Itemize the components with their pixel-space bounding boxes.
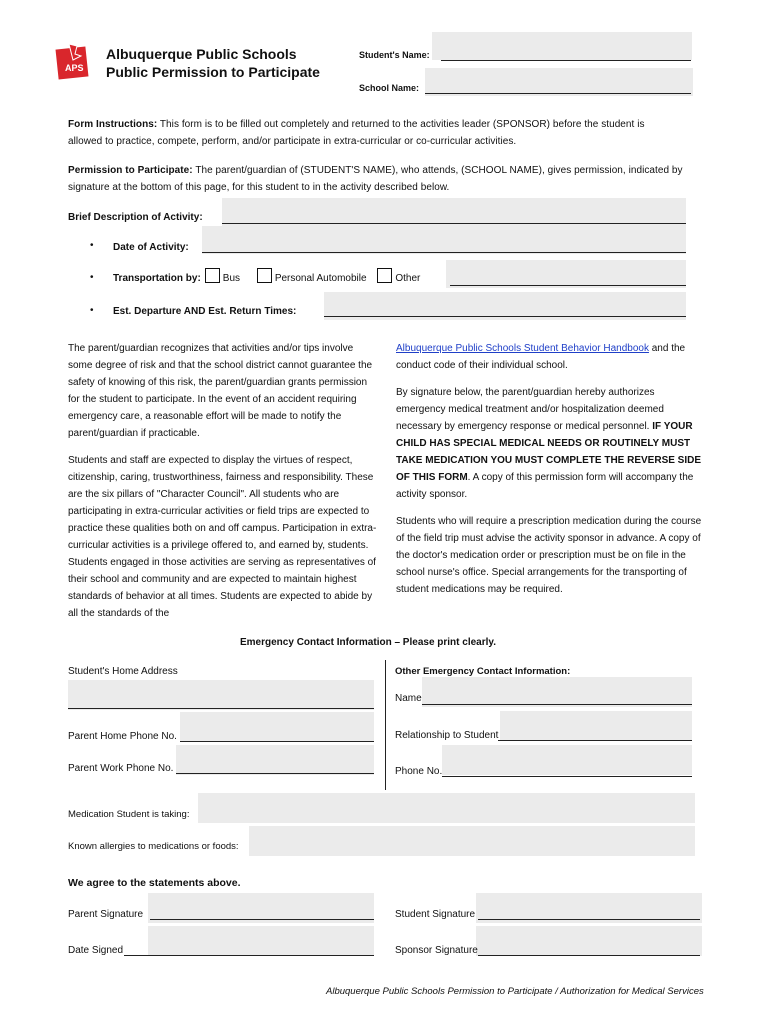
sponsor-signature-line <box>478 955 700 956</box>
student-name-field[interactable] <box>432 32 692 60</box>
transportation-row <box>113 268 420 286</box>
bullet: • <box>90 305 94 316</box>
date-of-activity-label: Date of Activity: <box>113 242 189 253</box>
form-instructions <box>68 116 678 150</box>
date-line <box>202 252 686 253</box>
home-phone-label: Parent Home Phone No. <box>68 731 177 742</box>
handbook-paragraph <box>396 340 706 374</box>
risk-paragraph: The parent/guardian recognizes that activities and/or tips involve some degree of risk and that the school district cannot guarantee the safety of knowing of this risk, the parent/guardian grants permission for the student to participate. In the event of an accident requiring emergency care, a reasonable effort will be made to notify the parent/guardian if practicable. <box>68 343 373 439</box>
authorization-end: . A copy of this permission form will accompany the activity sponsor. <box>396 472 694 500</box>
student-name-line <box>441 60 691 61</box>
contact-name-field[interactable] <box>422 677 692 707</box>
contact-phone-field[interactable] <box>442 745 692 775</box>
handbook-text: and the conduct code of their individual school. <box>396 343 686 371</box>
bullet: • <box>90 272 94 283</box>
allergies-field[interactable] <box>249 826 695 856</box>
bus-label: Bus <box>222 273 241 284</box>
relationship-field[interactable] <box>500 711 692 741</box>
aps-logo <box>55 42 95 80</box>
character-paragraph: Students and staff are expected to display the virtues of respect, citizenship, caring, trustworthiness, fairness and responsibility. These are the six pillars of "Character Council". All students who are participating in extra-curricular activities or field trips are expected to practice these qualities both on and off campus. Participation in extra-curricular activities is a privilege offered to, and earned by, students. Students engaged in those activities are serving as representatives of their school and community and are expected to maintain highest standards of behavior at all times. Students are expected to abide by all the standards of the <box>68 455 377 619</box>
medication-label: Medication Student is taking: <box>68 809 190 820</box>
logo-text: APS <box>65 63 84 73</box>
departure-return-label: Est. Departure AND Est. Return Times: <box>113 306 297 317</box>
relationship-line <box>498 740 692 741</box>
footer-text: Albuquerque Public Schools Permission to Participate / Authorization for Medical Services <box>326 986 704 997</box>
contact-name-line <box>422 704 692 705</box>
student-name-label: Student's Name: <box>359 50 430 60</box>
column-divider <box>385 660 386 790</box>
contact-name-label: Name <box>395 693 422 704</box>
parent-signature-label: Parent Signature <box>68 909 144 920</box>
bus-checkbox[interactable] <box>205 268 220 283</box>
parent-signature-line <box>150 919 374 920</box>
title-line1: Albuquerque Public Schools <box>106 46 297 62</box>
personal-automobile-label: Personal Automobile <box>274 273 367 284</box>
school-name-field[interactable] <box>425 68 693 96</box>
medical-needs-warning: IF YOUR CHILD HAS SPECIAL MEDICAL NEEDS OR ROUTINELY MUST TAKE MEDICATION YOU MUST COMPLETE THE REVERSE SIDE OF THIS FORM <box>396 421 702 483</box>
date-signed-label: Date Signed <box>68 945 124 956</box>
personal-automobile-checkbox[interactable] <box>257 268 272 283</box>
permission-label: Permission to Participate: <box>68 165 193 176</box>
home-address-field[interactable] <box>68 680 374 710</box>
sponsor-signature-field[interactable] <box>476 926 702 956</box>
work-phone-label: Parent Work Phone No. <box>68 763 174 774</box>
school-name-line <box>425 93 691 94</box>
date-signed-field[interactable] <box>148 926 374 956</box>
other-transport-line <box>450 285 686 286</box>
student-signature-line <box>478 919 700 920</box>
handbook-link[interactable]: Albuquerque Public Schools Student Behavior Handbook <box>396 343 649 354</box>
home-address-line <box>68 708 374 709</box>
date-signed-line <box>124 955 374 956</box>
title-line2: Public Permission to Participate <box>106 64 320 80</box>
brief-description-line <box>222 223 686 224</box>
work-phone-line <box>176 773 374 774</box>
permission-paragraph <box>68 162 698 196</box>
other-checkbox[interactable] <box>377 268 392 283</box>
sponsor-signature-label: Sponsor Signature <box>395 945 478 956</box>
instructions-text: This form is to be filled out completely and returned to the activities leader (SPONSOR) before the student is allowed to practice, compete, perform, and/or participate in extra-curricular or co-curricular activities. <box>68 119 645 147</box>
medication-field[interactable] <box>198 793 695 823</box>
other-contact-label: Other Emergency Contact Information: <box>395 666 571 677</box>
contact-phone-line <box>442 776 692 777</box>
other-label: Other <box>395 273 421 284</box>
emergency-heading: Emergency Contact Information – Please print clearly. <box>240 637 497 648</box>
school-name-label: School Name: <box>359 83 420 93</box>
contact-phone-label: Phone No. <box>395 766 443 777</box>
agree-statement: We agree to the statements above. <box>68 877 241 889</box>
allergies-label: Known allergies to medications or foods: <box>68 841 239 852</box>
activity-description-field[interactable] <box>222 198 686 226</box>
relationship-label: Relationship to Student <box>395 730 499 741</box>
home-phone-line <box>180 741 374 742</box>
home-phone-field[interactable] <box>180 712 374 742</box>
authorization-text: By signature below, the parent/guardian hereby authorizes emergency medical treatment and/or hospitalization deemed necessary by emergency response or medical personnel. <box>396 387 664 432</box>
home-address-label: Student's Home Address <box>68 666 178 677</box>
instructions-label: Form Instructions: <box>68 119 158 130</box>
authorization-paragraph <box>396 384 706 503</box>
student-signature-label: Student Signature <box>395 909 476 920</box>
medication-paragraph: Students who will require a prescription medication during the course of the field trip must advise the activity sponsor in advance. A copy of the doctor's medication order or prescription must be on file in the school nurse's office. Special arrangements for the transporting of student medications may be required. <box>396 516 702 595</box>
bullet: • <box>90 240 94 251</box>
brief-description-label: Brief Description of Activity: <box>68 212 203 223</box>
left-column <box>68 340 380 622</box>
work-phone-field[interactable] <box>176 745 374 775</box>
page-title <box>106 45 320 81</box>
right-column <box>396 340 706 598</box>
departure-line <box>324 316 686 317</box>
other-transport-field[interactable] <box>446 260 686 288</box>
permission-text: The parent/guardian of (STUDENT'S NAME), who attends, (SCHOOL NAME), gives permission, indicated by signature at the bottom of this page, for this student to in the activity described below. <box>68 165 683 193</box>
activity-date-field[interactable] <box>202 226 686 254</box>
transportation-label: Transportation by: <box>113 273 201 284</box>
